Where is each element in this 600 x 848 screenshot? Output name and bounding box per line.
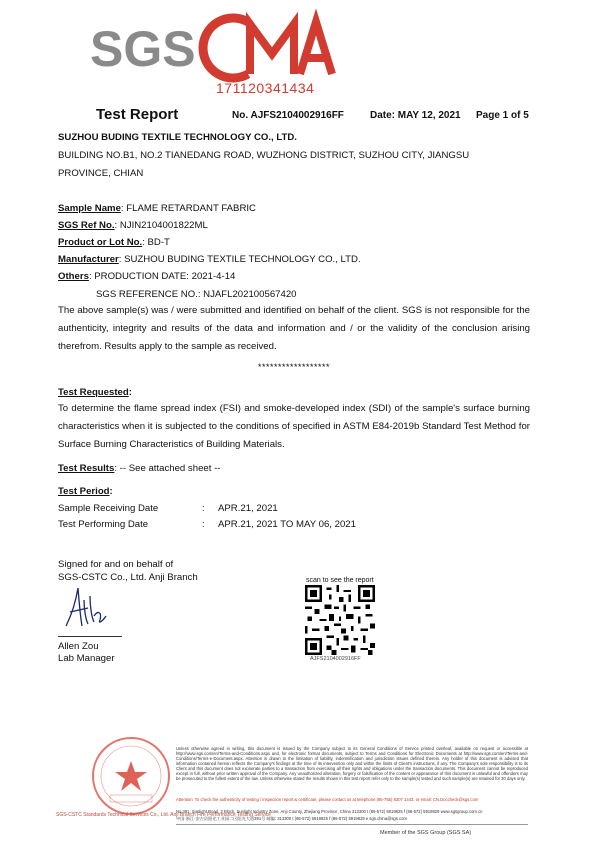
test-requested-heading bbox=[58, 386, 538, 399]
test-requested-label: Test Requested bbox=[58, 387, 129, 398]
sgs-ref-row bbox=[58, 219, 538, 232]
test-period-colon: : bbox=[109, 486, 113, 497]
receiving-date-value: APR.21, 2021 bbox=[218, 503, 278, 514]
signer-title: Lab Manager bbox=[58, 653, 115, 664]
performing-date-label: Test Performing Date bbox=[58, 519, 149, 530]
others-label: Others bbox=[58, 271, 89, 282]
performing-date-value: APR.21, 2021 TO MAY 06, 2021 bbox=[218, 519, 356, 530]
disclaimer-text: The above sample(s) was / were submitted and identified on behalf of the client. SGS is not responsible for the authenticity, integrity and results of the data and information and / or the validity of the conclusion arising therefrom. Results apply to the sample as received. bbox=[58, 305, 530, 352]
sgs-ref-label: SGS Ref No. bbox=[58, 220, 115, 231]
receiving-date-label: Sample Receiving Date bbox=[58, 503, 159, 514]
performing-date-colon: : bbox=[202, 519, 205, 530]
sgs-logo-text: SGS bbox=[90, 21, 196, 77]
sample-name-row bbox=[58, 202, 538, 215]
sample-name-value: : FLAME RETARDANT FABRIC bbox=[120, 203, 256, 214]
test-requested-text: To determine the flame spread index (FSI) and smoke-developed index (SDI) of the sample's surface burning characteristics when it is subjected to the conditions of specified in ASTM E84-2019b Standard Test Method for Surface Burning Characteristics of Building Materials. bbox=[58, 403, 530, 450]
client-name: SUZHOU BUDING TEXTILE TECHNOLOGY CO., LTD. bbox=[58, 132, 297, 143]
page-indicator: Page 1 of 5 bbox=[476, 110, 529, 121]
report-number: No. AJFS2104002916FF bbox=[232, 110, 344, 121]
lot-row bbox=[58, 236, 538, 249]
sgs-ref-value: : NJIN2104001822ML bbox=[114, 220, 208, 231]
sgs-logo bbox=[88, 14, 196, 78]
signoff-line1: Signed for and on behalf of bbox=[58, 559, 174, 570]
stamp-text: SGS-CSTC Standards Technical Services Co., Ltd. Anji Branch Fire Performance Testing Service bbox=[56, 812, 271, 818]
receiving-date-colon: : bbox=[202, 503, 205, 514]
manufacturer-row bbox=[58, 253, 538, 266]
client-address-line2: PROVINCE, CHIAN bbox=[58, 168, 144, 179]
footer-member: Member of the SGS Group (SGS SA) bbox=[380, 830, 472, 836]
report-title: Test Report bbox=[96, 106, 179, 123]
signature-image bbox=[62, 586, 108, 630]
manufacturer-value: : SUZHOU BUDING TEXTILE TECHNOLOGY CO., LTD. bbox=[118, 254, 361, 265]
client-address-line1: BUILDING NO.B1, NO.2 TIANEDANG ROAD, WUZHONG DISTRICT, SUZHOU CITY, JIANGSU bbox=[58, 150, 470, 161]
footer-divider bbox=[176, 824, 528, 825]
report-date: Date: MAY 12, 2021 bbox=[370, 110, 461, 121]
signer-name: Allen Zou bbox=[58, 641, 99, 652]
lot-label: Product or Lot No. bbox=[58, 237, 143, 248]
manufacturer-label: Manufacturer bbox=[58, 254, 119, 265]
footer-address-en: No.391, Sunlight Road, 2 Block, Sunlight Industry Zone, Anji County, Zhejiang Province, China 313300 t (86-572) 5919825 f (86-572) 5919829 www.sgsgroup.com.cn bbox=[176, 809, 483, 814]
cma-logo bbox=[210, 14, 340, 82]
test-results-label: Test Results bbox=[58, 463, 115, 474]
others-value: : PRODUCTION DATE: 2021-4-14 bbox=[88, 271, 236, 282]
sample-name-label: Sample Name bbox=[58, 203, 121, 214]
cma-logo-text: CMA bbox=[210, 14, 213, 15]
others-row bbox=[58, 270, 538, 283]
footer-fine-print: Unless otherwise agreed in writing, this document is issued by the Company subject to its General Conditions of Service printed overleaf, available on request or accessible at http://www.sgs.com/en/Terms-and-Conditions.aspx and, for electronic format documents, subject to Terms and Conditions for Electronic Documents at http://www.sgs.com/en/Terms-and-Conditions/Terms-e-Document.aspx. Attention is drawn to the limitation of liability, indemnification and jurisdiction issues defined therein. Any holder of this document is advised that information contained hereon reflects the Company's findings at the time of its intervention only and within the limits of Client's instructions, if any. The Company's sole responsibility is to its Client and this document does not exonerate parties to a transaction from exercising all their rights and obligations under the transaction documents. This document cannot be reproduced except in full, without prior written approval of the Company. Any unauthorized alteration, forgery or falsification of the content or appearance of this document is unlawful and offenders may be prosecuted to the fullest extent of the law. Unless otherwise stated the results shown in this test report refer only to the sample(s) tested and such sample(s) are retained for 30 days only. bbox=[176, 746, 528, 781]
qr-caption-top: scan to see the report bbox=[306, 577, 374, 584]
test-results-value: : -- See attached sheet -- bbox=[114, 463, 221, 474]
cma-number: 171120341434 bbox=[216, 80, 315, 96]
footer-attention: Attention: To check the authenticity of testing / inspection report & certificate, please contact us at telephone:(86-755) 8307 1443, or email: CN.Doccheck@sgs.com bbox=[176, 797, 479, 802]
test-requested-colon: : bbox=[128, 387, 132, 398]
footer-address-cn: 中国·浙江·安吉县阳光工业园二区阳光大道391号 邮编: 313300 t (86-572) 5919825 f (86-572) 5919829 e sgs.china@sgs.com bbox=[176, 816, 407, 821]
lot-value: : BD-T bbox=[142, 237, 170, 248]
separator-stars: ****************** bbox=[258, 362, 331, 372]
signoff-line2: SGS-CSTC Co., Ltd. Anji Branch bbox=[58, 572, 198, 583]
sgs-reference: SGS REFERENCE NO.: NJAFL202100567420 bbox=[96, 289, 297, 300]
qr-caption-bottom: AJFS2104002916FF bbox=[310, 656, 361, 662]
qr-code[interactable] bbox=[305, 585, 375, 655]
test-period-heading bbox=[58, 485, 538, 498]
signature-line bbox=[58, 636, 122, 637]
official-seal-icon bbox=[90, 735, 172, 817]
test-period-label: Test Period bbox=[58, 486, 110, 497]
test-results-row bbox=[58, 462, 538, 475]
